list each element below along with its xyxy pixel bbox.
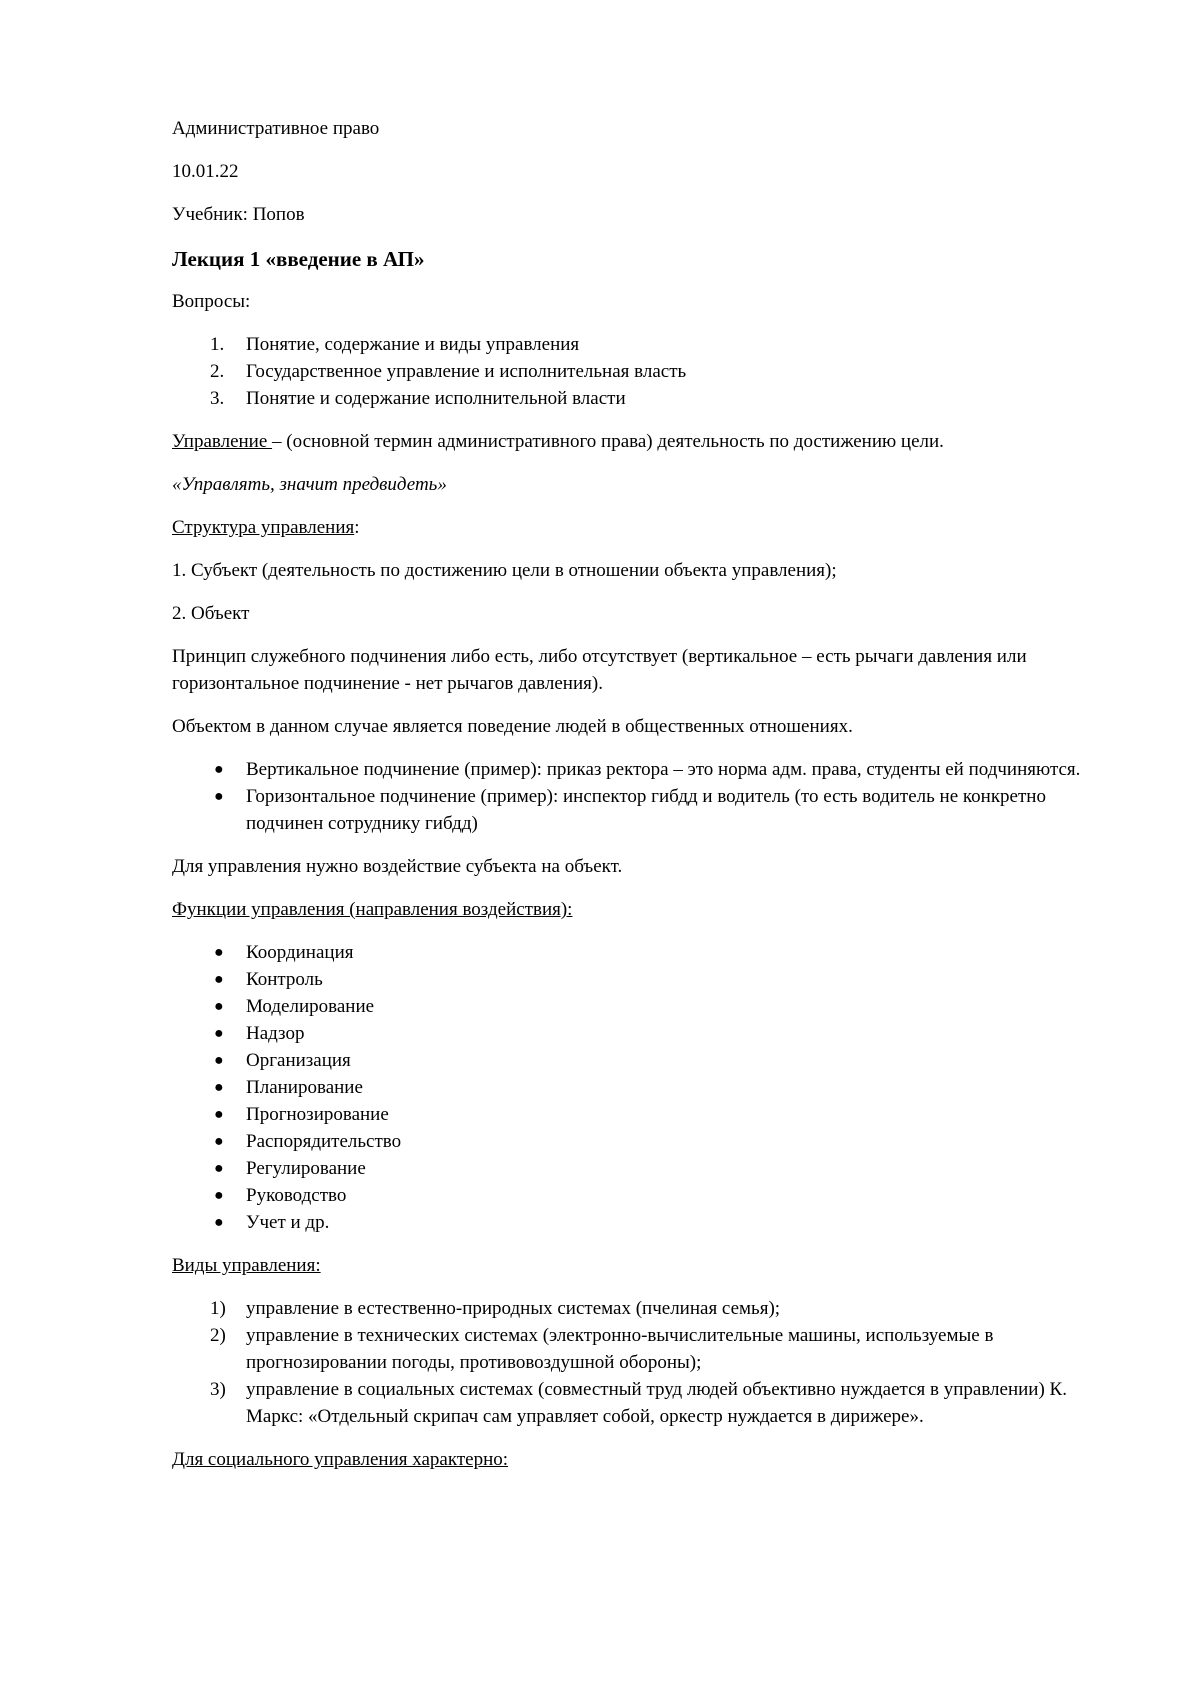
date-line: 10.01.22 bbox=[172, 161, 239, 182]
list-marker: 2) bbox=[210, 1325, 226, 1346]
structure-item-subject: 1. Субъект (деятельность по достижению цели в отношении объекта управления); bbox=[172, 560, 837, 581]
definition-term: Управление bbox=[172, 431, 273, 452]
list-item-text: Учет и др. bbox=[246, 1212, 330, 1233]
subordination-list bbox=[172, 756, 1112, 837]
definition-paragraph bbox=[172, 428, 1112, 455]
questions-label: Вопросы: bbox=[172, 291, 251, 312]
list-item-text: Регулирование bbox=[246, 1158, 366, 1179]
list-marker: 1) bbox=[210, 1298, 226, 1319]
list-item bbox=[172, 783, 1112, 837]
document-body bbox=[172, 115, 1112, 1489]
list-item-text: Моделирование bbox=[246, 996, 375, 1017]
bullet-icon: ● bbox=[214, 1025, 224, 1042]
list-item bbox=[172, 1376, 1112, 1430]
list-item bbox=[172, 1020, 1112, 1047]
social-management-label: Для социального управления характерно: bbox=[172, 1449, 509, 1470]
list-item-text: Вертикальное подчинение (пример): приказ ректора – это норма адм. права, студенты ей подчиняются. bbox=[246, 759, 1081, 780]
subject-line: Административное право bbox=[172, 118, 380, 139]
list-item bbox=[172, 1322, 1112, 1376]
list-item-text: управление в естественно-природных системах (пчелиная семья); bbox=[246, 1298, 781, 1319]
list-item-text: Контроль bbox=[246, 969, 323, 990]
list-item bbox=[172, 1074, 1112, 1101]
list-item bbox=[172, 331, 1112, 358]
functions-label: Функции управления (направления воздействия): bbox=[172, 899, 573, 920]
list-marker: 1. bbox=[210, 334, 225, 355]
list-item-text: Планирование bbox=[246, 1077, 363, 1098]
lecture-title: Лекция 1 «введение в АП» bbox=[172, 247, 425, 271]
list-item bbox=[172, 1128, 1112, 1155]
bullet-icon: ● bbox=[214, 998, 224, 1015]
list-item-text: Руководство bbox=[246, 1185, 347, 1206]
list-item-text: Распорядительство bbox=[246, 1131, 402, 1152]
list-item bbox=[172, 385, 1112, 412]
bullet-icon: ● bbox=[214, 788, 224, 805]
structure-colon: : bbox=[354, 517, 360, 538]
bullet-icon: ● bbox=[214, 761, 224, 778]
quote: «Управлять, значит предвидеть» bbox=[172, 474, 447, 495]
bullet-icon: ● bbox=[214, 1187, 224, 1204]
types-list bbox=[172, 1295, 1112, 1430]
list-item-text: Понятие и содержание исполнительной власти bbox=[246, 388, 626, 409]
object-paragraph: Объектом в данном случае является поведение людей в общественных отношениях. bbox=[172, 716, 853, 737]
list-item-text: управление в социальных системах (совместный труд людей объективно нуждается в управлении) К. Маркс: «Отдельный скрипач сам управляет собой, оркестр нуждается в дирижере». bbox=[246, 1379, 1067, 1427]
list-marker: 2. bbox=[210, 361, 225, 382]
structure-heading bbox=[172, 514, 1112, 541]
list-item bbox=[172, 1209, 1112, 1236]
structure-item-object: 2. Объект bbox=[172, 603, 250, 624]
textbook-line: Учебник: Попов bbox=[172, 204, 305, 225]
list-item-text: Организация bbox=[246, 1050, 351, 1071]
influence-paragraph: Для управления нужно воздействие субъекта на объект. bbox=[172, 856, 623, 877]
list-item-text: Прогнозирование bbox=[246, 1104, 389, 1125]
bullet-icon: ● bbox=[214, 1160, 224, 1177]
list-marker: 3. bbox=[210, 388, 225, 409]
list-item-text: управление в технических системах (электронно-вычислительные машины, используемые в прогнозировании погоды, противовоздушной обороны); bbox=[246, 1325, 994, 1373]
list-item bbox=[172, 1295, 1112, 1322]
structure-label: Структура управления bbox=[172, 517, 355, 538]
list-item bbox=[172, 1101, 1112, 1128]
list-item bbox=[172, 358, 1112, 385]
list-item-text: Понятие, содержание и виды управления bbox=[246, 334, 580, 355]
bullet-icon: ● bbox=[214, 944, 224, 961]
list-item-text: Координация bbox=[246, 942, 354, 963]
list-item-text: Государственное управление и исполнительная власть bbox=[246, 361, 687, 382]
list-item bbox=[172, 939, 1112, 966]
list-item bbox=[172, 1182, 1112, 1209]
types-label: Виды управления: bbox=[172, 1255, 321, 1276]
list-item bbox=[172, 1047, 1112, 1074]
list-item bbox=[172, 1155, 1112, 1182]
functions-list bbox=[172, 939, 1112, 1236]
definition-text: – (основной термин административного права) деятельность по достижению цели. bbox=[272, 431, 944, 452]
list-marker: 3) bbox=[210, 1379, 226, 1400]
list-item bbox=[172, 993, 1112, 1020]
bullet-icon: ● bbox=[214, 1214, 224, 1231]
bullet-icon: ● bbox=[214, 1106, 224, 1123]
list-item bbox=[172, 966, 1112, 993]
questions-list bbox=[172, 331, 1112, 412]
bullet-icon: ● bbox=[214, 1133, 224, 1150]
list-item-text: Горизонтальное подчинение (пример): инспектор гибдд и водитель (то есть водитель не конкретно подчинен сотруднику гибдд) bbox=[246, 786, 1046, 834]
bullet-icon: ● bbox=[214, 1052, 224, 1069]
bullet-icon: ● bbox=[214, 1079, 224, 1096]
bullet-icon: ● bbox=[214, 971, 224, 988]
list-item-text: Надзор bbox=[246, 1023, 305, 1044]
principle-paragraph: Принцип служебного подчинения либо есть, либо отсутствует (вертикальное – есть рычаги давления или горизонтальное подчинение - нет рычагов давления). bbox=[172, 646, 1027, 694]
list-item bbox=[172, 756, 1112, 783]
